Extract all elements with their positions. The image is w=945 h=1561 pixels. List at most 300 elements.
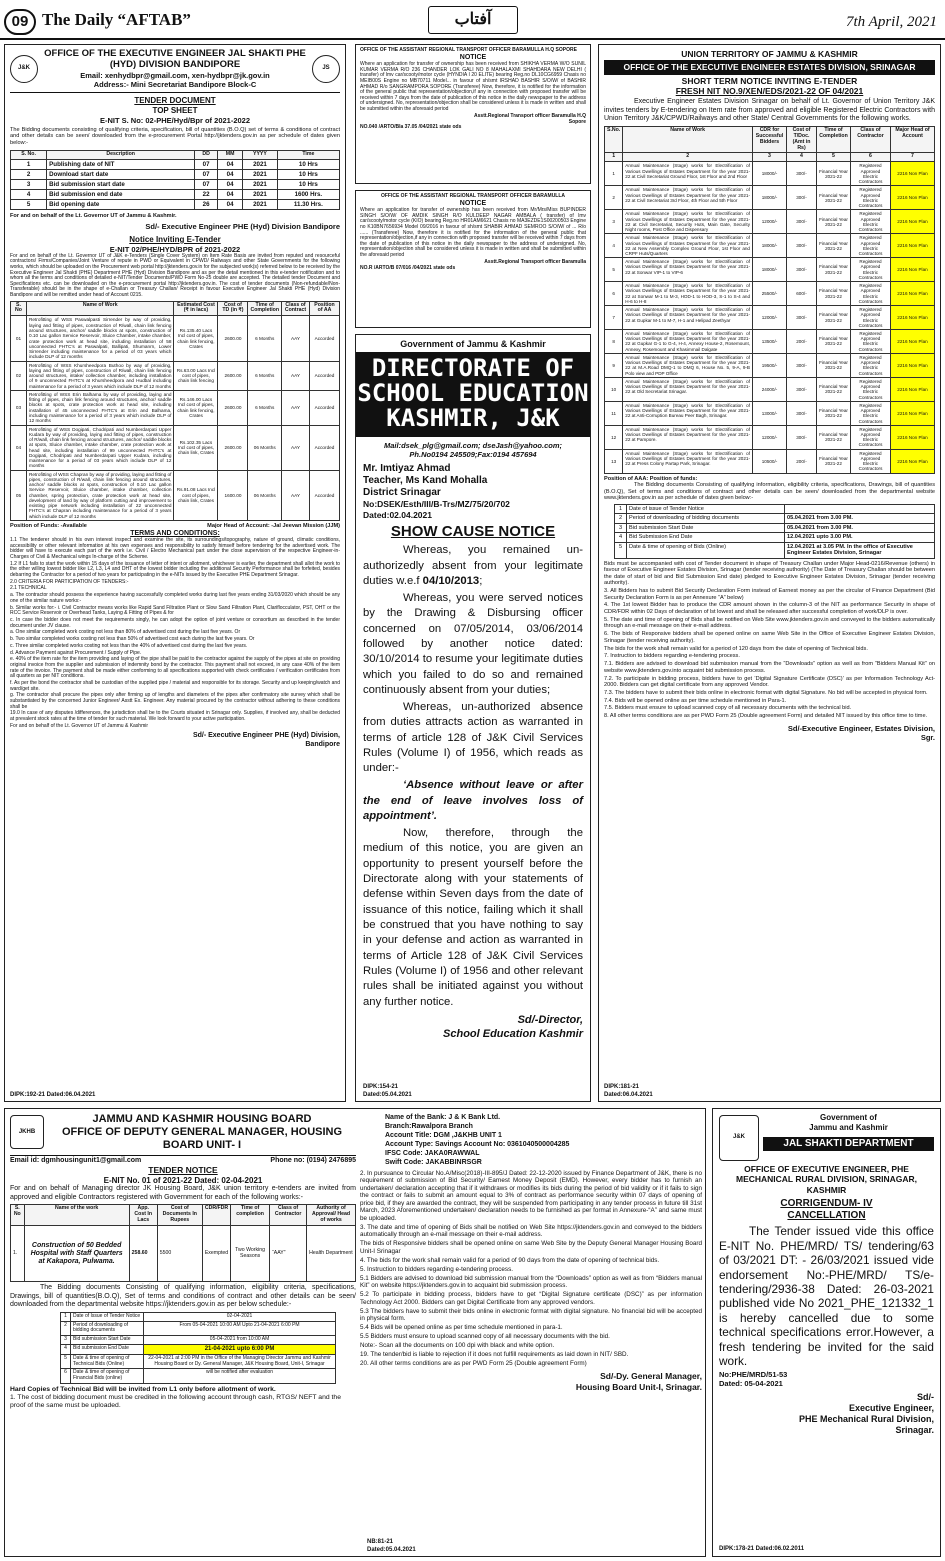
table-cell: 05 bbox=[11, 470, 27, 520]
table-cell: 04 bbox=[11, 425, 27, 470]
table-cell: Accorded bbox=[310, 361, 340, 390]
terms-list bbox=[360, 1170, 702, 1368]
table-cell: 300/- bbox=[787, 186, 817, 210]
arto-notice-title: NOTICE bbox=[459, 53, 487, 61]
on-behalf-text: For and on behalf of the Lt. Governor UT of Jammu & Kashmir. bbox=[10, 213, 177, 220]
table-cell: 4 bbox=[11, 189, 47, 199]
arto-office: OFFICE OF THE ASSISTANT REGIONAL TRANSPORT OFFICER BARAMULLA H.Q SOPORE bbox=[360, 47, 577, 53]
table-row bbox=[11, 159, 340, 169]
corrigendum-heading: CORRIGENDUM- IV bbox=[780, 1198, 873, 1210]
bank-details bbox=[385, 1113, 702, 1168]
table-cell: 05.04.2021 from 3.00 PM. bbox=[785, 514, 935, 523]
terms-heading: TERMS AND CONDITIONS: bbox=[130, 529, 220, 537]
table-cell: 3 bbox=[61, 1336, 71, 1345]
table-cell: 02 bbox=[11, 361, 27, 390]
corrigendum-body: The Tender issued vide this office E-NIT No. PHE/MRD/ TS/ tendering/63 of 03/2021 DT: - 26/03/2021 issued vide endorsement No:-PHE/MRD/ TS/e-tendering/2936-38 Dated: 26-03-2021 published vide No 2021_PHE_121332_1 is hereby cancelled due to some technical specifications error.However, a fresh tendering be invited for the said work. bbox=[719, 1224, 934, 1368]
table-row bbox=[605, 330, 935, 354]
list-item: 7.4. Bids will be opened online as per time schedule mentioned in Para-1. bbox=[604, 697, 787, 704]
table-cell: Registered Approved Electric Contractors bbox=[851, 425, 891, 449]
hard-copy-note: Hard Copies of Technical Bid will be invited from L1 only before allotment of work. bbox=[10, 1385, 276, 1393]
table-cell: 1 bbox=[605, 162, 623, 186]
table-cell: 6 Months bbox=[248, 361, 282, 390]
table-cell: 10 Hrs bbox=[277, 159, 339, 169]
table-cell: Download start date bbox=[47, 169, 195, 179]
table-cell: Retrofitting of WSS Chapran by way of providing, laying and fitting of pipes, construction of R/wall, chain link fencing around structures, anchor/ saddle blocks at spots, construction of 0.10 Lac gallon Service Reservoir, Sluice chamber, intake chamber, collection chamber, spring protection, crate protection work at head site, development of land by way of platform cutting and improvement to existing pipe network including installation of 22 unconnected FHTC's at Chapran including maintenance for a period of 3 years which include DLP of 12 months bbox=[27, 470, 174, 520]
table-cell: 5 bbox=[605, 258, 623, 282]
table-cell: Registered Approved Electric Contractors bbox=[851, 162, 891, 186]
table-cell: 10 Hrs bbox=[277, 169, 339, 179]
major-head-cell: 2216 Non Plan bbox=[891, 282, 935, 306]
table-cell: 300/- bbox=[787, 234, 817, 258]
table-cell: Annual Maintenance (Stage) works for Electrification of Various Dwellings of Estates Department for the year 2021-22 at New Assembly Complex Ground Floor, 1st Floor and CRPF Huts/Quarters bbox=[623, 234, 753, 258]
table-cell: Financial Year 2021-22 bbox=[817, 282, 851, 306]
banner-line-3: KASHMIR, J&K bbox=[386, 404, 560, 433]
list-item: 5.1 Bidders are advised to download bid submission manual from the “Downloads” option as well as from “Bidders manual Kit” on website https://jktenders.gov.in to acquaint bid submission process. bbox=[360, 1274, 702, 1290]
table-cell: 2021 bbox=[243, 189, 278, 199]
cost-note: 1. The cost of bidding document must be credited in the following account through cash, RTGS/ NEFT and the proof of the same must be uploaded. bbox=[10, 1394, 341, 1410]
letter-date: Dated:02.04.2021 bbox=[363, 509, 432, 520]
phone: Phone no: (0194) 2476895 bbox=[270, 1156, 356, 1164]
office-address: Address:- Mini Secretariat Bandipore Block-C bbox=[93, 79, 257, 89]
bidding-text: The Bidding documents Consisting of qualifying information, eligibility criteria, specifications, Drawings, bill of quantities(B.O.Q), Set of terms and conditions of contract and other details can be seen/ downloaded from the departmental website https://jktenders.gov.in as per below schedule:- bbox=[10, 1284, 356, 1309]
header-rule bbox=[0, 38, 945, 40]
office-name: OFFICE OF EXECUTIVE ENGINEER, PHE MECHANICAL RURAL DIVISION, SRINAGAR, KASHMIR bbox=[735, 1164, 918, 1195]
newspaper-name: The Daily “AFTAB” bbox=[42, 10, 191, 29]
table-cell: 11.30 Hrs. bbox=[277, 200, 339, 210]
board-name: JAMMU AND KASHMIR HOUSING BOARD bbox=[92, 1113, 312, 1125]
table-row bbox=[605, 186, 935, 210]
table-cell: Date of issue of Tender Notice bbox=[627, 505, 785, 514]
table-cell: 18000/- bbox=[753, 186, 787, 210]
table-row bbox=[11, 425, 340, 470]
office-email: Email: xenhydbpr@gmail.com, xen-hydbpr@jk.gov.in bbox=[80, 70, 270, 80]
dates-table bbox=[10, 150, 340, 211]
notice-title: Notice Inviting E-Tender bbox=[129, 234, 221, 244]
table-row bbox=[615, 523, 935, 532]
estates-schedule-table bbox=[614, 504, 935, 559]
enit-number: E-NIT S. No: 02-PHE/Hyd/Bpr of 2021-2022 bbox=[99, 115, 251, 125]
table-cell: 1600.00 bbox=[218, 470, 248, 520]
list-item: a. One similar completed work costing not less than 80% of advertised cost during the last five years. Or bbox=[10, 629, 241, 636]
col-dd: DD bbox=[195, 150, 218, 159]
table-cell: 300/- bbox=[787, 353, 817, 377]
table-cell: 24000/- bbox=[753, 377, 787, 401]
table-row bbox=[61, 1336, 336, 1345]
email: Email id: dgmhousingunit1@gmail.com bbox=[10, 1156, 142, 1164]
list-item: 2. In pursuance to Circular No.A/Misc(2018)-III-895/J Dated: 22-12-2020 issued by Finance Department of J&K, there is no requirement of submission of Bid Security/ Earnest Money Deposit (EMD). However, every bidder has to furnish an undertaken/ declaration accepting that if it withdraws or modifies its bids during the period of bid validity or if it fails to sign the contract or fails to submit an amount equal to 3% of contract as performance security within 07 days of opening of price bid, if they are awarded the contract, they will be suspended from participating in any tender process in future till 31st March, 2023 Aforementioned undertaken/ declaration needs to be furnished as per format in Annexure-“A” and same must be uploaded. bbox=[360, 1169, 702, 1222]
list-item: b. Two similar completed works costing not less than 50% of advertised cost each during the last five years. Or bbox=[10, 636, 255, 643]
col-time: Time of completion bbox=[231, 1205, 270, 1226]
major-head: Major Head of Account: -Jal Jeevan Mission (JJM) bbox=[207, 523, 340, 530]
arto-sopore-notice bbox=[355, 44, 591, 184]
table-cell: 1 bbox=[615, 505, 627, 514]
list-item: 4. The bids for the work shall remain valid for a period of 90 days from the date of opening of technical bids. bbox=[360, 1256, 660, 1264]
table-row bbox=[11, 179, 340, 189]
table-cell: Financial Year 2021-22 bbox=[817, 330, 851, 354]
housing-board-logo-icon: JKHB bbox=[10, 1115, 44, 1149]
list-item: 7.1. Bidders are advised to download bid submission manual from the “Downloads” option as well as from “Bidders Manual Kit” on website www.jktenders.gov.into acquaint bid submission process. bbox=[604, 661, 935, 674]
ref-number: No:PHE/MRD/51-53 bbox=[719, 1369, 788, 1379]
table-cell: Registered Approved Electric Contractors bbox=[851, 377, 891, 401]
col-class: Class of Contractor bbox=[270, 1205, 307, 1226]
list-item: c. Three similar completed works costing not less than the 40% of advertised cost during the last five years. bbox=[10, 642, 248, 649]
table-cell: Annual Maintenance (Stage) works for Electrification of Various Dwellings of Estates Department for the year 2021-22 at Anti-Corruption Bureau Peer Bagh, Srinagar. bbox=[623, 401, 753, 425]
list-item: b. Similar works for:- i. Civil Contractor means works like Rapid Sand Filtration Plant or Slow Sand Filtration Plant, Clariflocculator, PST, OHT or the RCC Service Reservoir or Overhead Tanks, Laying & Fitting of Pipes & for bbox=[10, 604, 340, 617]
banner-line-2: SCHOOL EDUCATION bbox=[357, 379, 589, 408]
list-item: d. Advance Payment against Procurement / Supply of Pipe. bbox=[10, 649, 142, 656]
table-row bbox=[615, 542, 935, 558]
list-item: Account Type: Savings Account No: 0361040500004285 bbox=[385, 1141, 570, 1149]
table-cell: 200/- bbox=[787, 449, 817, 473]
table-row bbox=[615, 505, 935, 514]
table-row bbox=[605, 401, 935, 425]
para-quote: ‘Absence without leave or after the end of leave involves loss of appointment’. bbox=[363, 779, 583, 822]
table-cell: 21-04-2021 upto 6:00 PM bbox=[144, 1344, 336, 1354]
table-cell: AAY bbox=[282, 390, 310, 425]
table-cell: 6 Months bbox=[248, 390, 282, 425]
table-cell: 07 bbox=[195, 179, 218, 189]
table-cell: 1 bbox=[11, 159, 47, 169]
intro-text: The Bidding documents consisting of qualifying criteria, specification, bill of quantities (B.O.Q) set of terms & conditions of contract and other details can be seen/ downloaded from the e-procurement Portal http://jktenders.gov.in as per schedule of dates given below:- bbox=[10, 126, 340, 146]
list-item: Account Title: DGM ,J&KHB UNIT 1 bbox=[385, 1132, 502, 1140]
table-cell: 18000/- bbox=[753, 162, 787, 186]
para-1: Whereas, you remained un-authorizedly absent from your legitimate duties w.e.f 04/10/2013; bbox=[363, 544, 583, 588]
table-cell: Annual Maintenance (Stage) works for Electrification of Various Dwellings of Estates Department for the year 2021-22 at Civil Secretariat, Security Huts, Main Gate, Security Night rooms, Post Office and Dispensary bbox=[623, 210, 753, 234]
table-cell: Annual Maintenance (Stage) works for Electrification of Various Dwellings of Estates Department for the year 2021-22 at Gupkar G-1 to G-4, H-4, Annexy House-2, Rosemount, Annexy, Rosemount and Khasimmail Dalgate bbox=[623, 330, 753, 354]
table-row bbox=[605, 258, 935, 282]
office-name: OFFICE OF THE EXECUTIVE ENGINEER JAL SHAKTI PHE (HYD) DIVISION BANDIPORE bbox=[44, 48, 306, 70]
table-cell: Financial Year 2021-22 bbox=[817, 258, 851, 282]
table-row bbox=[605, 282, 935, 306]
director-office: School Education Kashmir bbox=[443, 1027, 583, 1040]
para-2: Whereas, you were served notices by the Drawing & Disbursing officer concerned on 07/05/2014, 03/06/2014 followed by another notice dated: 30/10/2014 to resume your legitimate duties which you failed to do so and remained continuously absent from your duties; bbox=[363, 591, 583, 697]
table-cell: Bid Submission End Date bbox=[627, 533, 785, 542]
list-item: 5.5 Bidders must ensure to upload scanned copy of all necessary documents with the bid. bbox=[360, 1333, 610, 1341]
table-cell: 4 bbox=[605, 234, 623, 258]
major-head-cell: 2216 Non Plan bbox=[891, 330, 935, 354]
major-head-cell: 2216 Non Plan bbox=[891, 258, 935, 282]
estates-sign: Sd/-Executive Engineer, Estates Division, Sgr. bbox=[787, 723, 935, 742]
table-cell: Rs.91.08 Lacs Incl cost of pipes, chain link, Crates bbox=[174, 470, 218, 520]
table-cell: 13000/- bbox=[753, 401, 787, 425]
contact-mail: Mail:dsek_plg@gmail.com; dseJash@yahoo.com; bbox=[383, 440, 562, 450]
list-item: Note:- Scan all the documents on 100 dpi with black and white option. bbox=[360, 1341, 555, 1349]
table-row bbox=[605, 425, 935, 449]
table-cell: 04 bbox=[218, 159, 243, 169]
table-cell: 03 bbox=[11, 390, 27, 425]
ee-sign: Executive Engineer, bbox=[848, 1403, 934, 1414]
list-item: 7. Instruction to bidders regarding e-tendering process. bbox=[604, 653, 740, 660]
table-row bbox=[615, 533, 935, 542]
list-item: For and on behalf of the Lt. Governor UT of Jammu & Kashmir bbox=[10, 722, 149, 729]
list-item: 5. Instruction to bidders regarding e-tendering process. bbox=[360, 1265, 513, 1273]
table-cell: Period of downloading of bidding documents bbox=[71, 1321, 144, 1336]
list-item: 19. The tender/bid is liable to rejection if it does not fulfill requirements as laid down in NIT/ SBD. bbox=[360, 1350, 629, 1358]
table-cell: AAY bbox=[282, 425, 310, 470]
column-number: 7 bbox=[891, 153, 935, 162]
jk-emblem-icon: J&K bbox=[10, 55, 38, 83]
table-cell: 07 bbox=[195, 159, 218, 169]
phe-mechanical-corrigendum bbox=[712, 1108, 941, 1557]
table-cell: 13500/- bbox=[753, 330, 787, 354]
table-row bbox=[605, 306, 935, 330]
table-cell: AAY bbox=[282, 470, 310, 520]
table-cell: 18000/- bbox=[753, 258, 787, 282]
major-head-cell: 2216 Non Plan bbox=[891, 234, 935, 258]
cancellation-heading: CANCELLATION bbox=[787, 1210, 866, 1222]
table-cell: 04 bbox=[218, 179, 243, 189]
col-time: Time of Completion bbox=[817, 126, 851, 153]
page-header bbox=[0, 0, 945, 40]
table-cell: Registered Approved Electric Contractors bbox=[851, 282, 891, 306]
table-cell: Registered Approved Electric Contractors bbox=[851, 210, 891, 234]
list-item: c. In case the bidder does not meet the requirements singly, he can adopt the option of joint venture or consortium as described in the tender document under JV clause. bbox=[10, 616, 340, 629]
arto-ref: NO.R /ARTO/B 07/016 /04/2021 state ods bbox=[360, 264, 456, 271]
works-table bbox=[10, 301, 340, 522]
major-head-cell: 2216 Non Plan bbox=[891, 449, 935, 473]
ref-date: Dated: 05-04-2021 bbox=[719, 1379, 783, 1388]
major-head-cell: 2216 Non Plan bbox=[891, 377, 935, 401]
table-cell: 2600.00 bbox=[218, 316, 248, 361]
table-cell: 1600 Hrs. bbox=[277, 189, 339, 199]
intro-text: For and on behalf of Managing director JK Housing Board, J&K union territory e-tenders are invited from approved and eligible Contractors registered with Government for each of the following works:- bbox=[10, 1185, 356, 1201]
table-cell: 600/- bbox=[787, 282, 817, 306]
housing-schedule-table bbox=[60, 1312, 336, 1384]
arto-baramulla-notice bbox=[355, 190, 591, 328]
table-cell: will be notified after evaluation bbox=[144, 1369, 336, 1384]
table-cell: 10 Hrs bbox=[277, 179, 339, 189]
table-cell: Date & time of opening of Financial Bids (online) bbox=[71, 1369, 144, 1384]
table-cell: Retrofitting of WSS Erin Balhama by way of providing, laying and fitting of pipes, chain link fencing around structures, anchor/ saddle blocks at spots, crate protection work at head site, including installation of 45 unconnected FHTC's at Erin and Balhama, including maintenance for a period of 3 years which include DLP of 12 months bbox=[27, 390, 174, 425]
table-row bbox=[61, 1344, 336, 1354]
table-cell: Rs.102.35 Lacs Incl cost of pipes, chain link, Crates bbox=[174, 425, 218, 470]
para-3: Whereas, un-authorized absence from duties attracts action as warranted in terms of article 128 of J&K Civil Services Rules (Volume I) of 1956, which reads as under:- bbox=[363, 700, 583, 775]
list-item: g. The contractor shall procure the pipes only after firming up of lengths and diameters of the pipes after confirmatory site survey which shall be substantiated by the concerned Junior Engineer/ Asstt Ex. Engineer. Any material procured by the contractor without adhering to these conditions shall be bbox=[10, 692, 340, 710]
major-head-cell: 2216 Non Plan bbox=[891, 306, 935, 330]
table-cell: 300/- bbox=[787, 377, 817, 401]
col-yyyy: YYYY bbox=[243, 150, 278, 159]
housing-board-tender bbox=[4, 1108, 706, 1557]
column-number: 2 bbox=[623, 153, 753, 162]
table-cell: 4 bbox=[61, 1344, 71, 1354]
dipk-number: DIPK:154-21 bbox=[363, 1083, 399, 1090]
table-cell: Accorded bbox=[310, 470, 340, 520]
table-cell: Registered Approved Electric Contractors bbox=[851, 353, 891, 377]
table-cell: Annual Maintenance (Stage) works for Electrification of Various Dwellings of Estates Department for the year 2021-22 at M.A.Road DMQ-1 to DMQ 6, House No. 5, 9-A, 9-B Polo view and PDP Office bbox=[623, 353, 753, 377]
director-sign: Sd/-Director, bbox=[517, 1014, 583, 1027]
table-cell: 2021 bbox=[243, 159, 278, 169]
table-cell: 12.04.2021 at 3.05 PM. In the office of Executive Engineer Estates Division, Srinagar bbox=[785, 542, 935, 558]
list-item: 2.1 TECHNICAL bbox=[10, 585, 47, 592]
arto-sign: Asstt.Regional Transport officer Baramulla H.Q Sopore bbox=[474, 112, 586, 125]
table-cell: 22-04-2021 at 2:00 PM in the Office of the Managing Director Jammu and Kashmir Housing Board or Dy. General Manager, J&K Housing Board, Unit-I, Srinagar bbox=[144, 1354, 336, 1369]
table-cell: Annual Maintenance (Stage) works for Electrification of Various Dwellings of Estates Department for the year 2021-22 at Old Secretariat Srinagar. bbox=[623, 377, 753, 401]
table-cell: 25500/- bbox=[753, 282, 787, 306]
col-name: Name of Work bbox=[623, 126, 753, 153]
table-cell: Accorded bbox=[310, 316, 340, 361]
table-cell: 3 bbox=[605, 210, 623, 234]
table-cell: 8 bbox=[605, 330, 623, 354]
office-banner: OFFICE OF THE EXECUTIVE ENGINEER ESTATES DIVISION, SRINAGAR bbox=[604, 60, 935, 74]
position-aaa: Position of AAA: Position of funds: bbox=[604, 475, 698, 482]
bidding-text: The Bidding documents Consisting of qualifying information, eligibility criteria, specifications, Drawings, bill of quantities (B.O.Q), Set of terms and conditions of contract and other details can be seen/ downloaded from the departmental website www.jktenders.gov.in as per schedule of dates given below:- bbox=[604, 482, 935, 502]
table-cell: Bid opening date bbox=[47, 200, 195, 210]
table-cell: 12000/- bbox=[753, 306, 787, 330]
col-class: Class of Contract bbox=[282, 301, 310, 316]
col-cost: Cost of T/Doc. (Amt in Rs) bbox=[787, 126, 817, 153]
table-cell: 05.04.2021 from 3.00 PM. bbox=[785, 523, 935, 532]
table-row bbox=[11, 316, 340, 361]
school-education-notice bbox=[355, 334, 591, 1102]
list-item: 5. The date and time of opening of Bids shall be notified on Web Site www.jktenders.gov.in and conveyed to the bidders automatically through an e-mail message on their e-mail address. bbox=[604, 616, 935, 630]
dept-banner: JAL SHAKTI DEPARTMENT bbox=[763, 1137, 934, 1151]
table-cell: 300/- bbox=[787, 258, 817, 282]
table-cell: Registered Approved Electric Contractors bbox=[851, 449, 891, 473]
col-cost: App. Cost In Lacs bbox=[129, 1205, 157, 1226]
col-sno: S. No bbox=[11, 1205, 25, 1226]
banner-line-1: DIRECTORATE OF bbox=[371, 353, 575, 382]
col-aa: Position of AA bbox=[310, 301, 340, 316]
column-number: 1 bbox=[605, 153, 623, 162]
col-cdr: CDR/FDR bbox=[202, 1205, 230, 1226]
addressee-post: Teacher, Ms Kand Mohalla bbox=[363, 475, 488, 486]
table-row bbox=[11, 189, 340, 199]
table-cell: 300/- bbox=[787, 210, 817, 234]
table-cell: Date & time of opening of Technical Bids (Online) bbox=[71, 1354, 144, 1369]
position-of-funds: Position of Funds: -Available bbox=[10, 523, 87, 530]
table-cell: 2021 bbox=[243, 169, 278, 179]
table-row bbox=[61, 1354, 336, 1369]
table-row bbox=[605, 353, 935, 377]
sd-mark: Sd/- bbox=[917, 1392, 934, 1403]
short-term-heading: SHORT TERM NOTICE INVITING E-TENDER bbox=[681, 75, 858, 86]
letter-number: No:DSEK/Esth/III/B-Trs/MZ/75/20/702 bbox=[363, 499, 510, 510]
list-item: 3. All Bidders has to submit Bid Security Declaration Form instead of Earnest money as per the circular of Finance Department (Bid Security Declaration Form is as per Annexure “A” below) bbox=[604, 588, 935, 601]
show-cause-heading: SHOW CAUSE NOTICE bbox=[390, 523, 556, 541]
table-cell: Annual Maintenance (Stage) works for Electrification of Various Dwellings of Estates Department for the year 2021-22 at Press Colony Partap Park, Srinagar. bbox=[623, 449, 753, 473]
table-cell: 11 bbox=[605, 401, 623, 425]
housing-works-table bbox=[10, 1204, 356, 1282]
table-cell: 7 bbox=[605, 306, 623, 330]
table-cell: Annual Maintenance (Stage) works for Electrification of Various Dwellings of Estates Department for the year 2021-22 at Sonwar M-1 to M-3, HOD-1 to HOD-3, S-1 to S-4 and H-6 to H-8 bbox=[623, 282, 753, 306]
table-cell: Rs.63.00 Lacs Incl cost of pipes, chain link fencing bbox=[174, 361, 218, 390]
table-cell: 6 Months bbox=[248, 316, 282, 361]
table-cell: 18000/- bbox=[753, 234, 787, 258]
arto-body: Where an application for transfer of ownership has been received from SHIKHA VERMA W/O SUNIL KUMAR VERMA R/O 236 CHANDER LOK GALI NO 8 MAHALAXMI SHAHDARA NEW DELHI ( transfer) of lmv car/scooty/motor cycle (HYNDIA I 20 ELITE) bearing Reg.no DL10CG6959 Chasis no MEIB00S Engine no MB70711 Model... in favour of sh/smt IRSHAD BASHIR S/O/W/ of BASHIR AHMAD R/o SANGRAMPORA SOPORE (Transferee) Now, therefore, it is notified for the information of the general public that representation/objection,if any in connection with proposed transfer will be received within 7 days from the date of publication of this notice in the daily newspaper to the address of undersigned. No, representation/objection shall be considered unless it is made in written and shall be submitted within the aforesaid period bbox=[360, 61, 586, 112]
table-cell: 10 bbox=[605, 377, 623, 401]
list-item: 6. The bids of Responsive bidders shall be opened online on same Web Site in the Office of Executive Engineer Estates Division, Srinagar (tender receiving authority). bbox=[604, 631, 935, 644]
table-cell: Rs.135.40 Lacs Incl cost of pipes, chain link fencing, Crates bbox=[174, 316, 218, 361]
masthead-logo: آفتاب bbox=[428, 6, 518, 34]
nb-date: Dated:05.04.2021 bbox=[367, 1546, 416, 1553]
column-number: 5 bbox=[817, 153, 851, 162]
table-cell: Financial Year 2021-22 bbox=[817, 425, 851, 449]
ee-division: PHE Mechanical Rural Division, bbox=[798, 1414, 934, 1425]
signature-top: Sd/- Executive Engineer PHE (Hyd) Division Bandipore bbox=[145, 221, 340, 231]
table-cell: 1 bbox=[61, 1312, 71, 1321]
dgm-sign: Sd/-Dy. General Manager, bbox=[600, 1371, 702, 1382]
column-number: 6 bbox=[851, 153, 891, 162]
col-sno: S. No. bbox=[11, 150, 47, 159]
table-row bbox=[605, 210, 935, 234]
table-cell: Annual Maintenance (Stage) works for Electrification of Various Dwellings of Estates Department for the year 2021-22 at Pampore. bbox=[623, 425, 753, 449]
list-item: 8. All other terms conditions are as per PWD Form 25 (Double agreement Form) and detailed NIT issued by this office time to time. bbox=[604, 713, 928, 720]
table-cell: 6 bbox=[61, 1369, 71, 1384]
table-cell: Date of Issue of Tender Notice bbox=[71, 1312, 144, 1321]
list-item: 5.2 To participate in bidding process, bidders have to get “Digital Signature certificate (DSC)” as per information Technology Act 2000. Bidders can get Digital Certificate from any approved vendors. bbox=[360, 1291, 702, 1306]
table-cell: Registered Approved Electric Contractors bbox=[851, 401, 891, 425]
col-time: Time bbox=[277, 150, 339, 159]
table-row bbox=[61, 1312, 336, 1321]
table-cell: 2600.00 bbox=[218, 361, 248, 390]
arto-ref: NO.040 /ARTO/Bla 37.05 /04/2021 state ods bbox=[360, 124, 462, 131]
table-cell: Publishing date of NIT bbox=[47, 159, 195, 169]
list-item: 1.2 If L1 fails to start the work within 15 days of the issuance of letter of intent or allotment, whichever is earlier, the department shall allot the work to the other willing lowest bidder like L2, L3, L4 and DHT of the lowest bidder including the additional Security Performance shall be forfeited, besides debarring the Contractor for a period of two years for participating in the e-NITs issued by the Executive PHE Department Srinagar. bbox=[10, 560, 340, 578]
list-item: 7.2. To participate in bidding process, bidders have to get ‘Digital Signature Certificate (DSC)’ as per Information Technology Act-2000. Bidders can get digital certificate from any approved Vendor. bbox=[604, 675, 935, 689]
col-doc: Cost of Documents In Rupees bbox=[157, 1205, 202, 1226]
estates-works-table bbox=[604, 126, 935, 474]
list-item: 19.0 In case of any disputes /differences, the jurisdiction shall be to the Courts situated in Srinagar only. Supplies, if involved any, shall be deducted at prevalent stock rates at the time of tender for such material. We look forward to your active participation. bbox=[10, 710, 340, 722]
col-mm: MM bbox=[218, 150, 243, 159]
table-cell bbox=[785, 505, 935, 514]
list-item: Swift Code: JAKABBINRSGR bbox=[385, 1159, 482, 1167]
list-item: 5.4 Bids will be opened online as per time schedule mentioned in para-1. bbox=[360, 1324, 563, 1332]
table-cell: 3 bbox=[615, 523, 627, 532]
table-cell: Bid submission end date bbox=[47, 189, 195, 199]
table-cell: 04 bbox=[218, 169, 243, 179]
table-cell: From 05-04-2021 10:00 AM Upto 21-04-2021 6:00 PM bbox=[144, 1321, 336, 1336]
table-cell: Registered Approved Electric Contractors bbox=[851, 186, 891, 210]
column-number: 4 bbox=[787, 153, 817, 162]
table-cell: 12.04.2021 upto 3.00 PM. bbox=[785, 533, 935, 542]
table-cell: 10500/- bbox=[753, 449, 787, 473]
table-cell: 2 bbox=[61, 1321, 71, 1336]
notice-enit: E-NIT 02/PHE/HYD/BPR of 2021-2022 bbox=[109, 244, 241, 254]
col-estimate: Estimated Cost (₹ in lacs) bbox=[174, 301, 218, 316]
list-item: 2.0 CRITERIA FOR PARTICIPATION OF TENDERS:- bbox=[10, 578, 129, 585]
table-row bbox=[605, 162, 935, 186]
tender-document-heading: TENDER DOCUMENT bbox=[134, 96, 216, 106]
table-cell: Annual Maintenance (Stage) works for Electrification of Various Dwellings of Estates Department for the year 2021-22 at Sonwar VIP-1 to VIP-6 bbox=[623, 258, 753, 282]
table-cell: 04 bbox=[218, 200, 243, 210]
para-4: Now, therefore, through the medium of this notice, you are given an opportunity to present yourself before the Directorate along with your statements of defense within Seven days from the date of issuance of this notice, failing which it shall be construed that you have nothing to say in your defense and action as warranted in terms of Article 128 of J&K Civil Services Rules (Volume I) of 1956 and other relevant rules shall be initiated against you without any further notice. bbox=[363, 826, 583, 1008]
table-cell: 2 bbox=[605, 186, 623, 210]
dipk-date: Dated:05.04.2021 bbox=[363, 1091, 412, 1098]
major-head-cell: 2216 Non Plan bbox=[891, 425, 935, 449]
signature-bottom: Sd/- Executive Engineer PHE (Hyd) Division, Bandipore bbox=[192, 732, 340, 748]
table-row bbox=[615, 514, 935, 523]
table-cell: 2021 bbox=[243, 179, 278, 189]
list-item: Name of the Bank: J & K Bank Ltd. bbox=[385, 1114, 501, 1121]
arto-body: Where an application for transfer of ownership has been received from Mr/Mrs/Miss BUPINDER SINGH S/O/W/ OF AMDIK SINGH R/O KULDEEP NAGAR AMBALA ( transfer) of lmv car/scooty/motor cycle (KIO) bearing Reg.no HR01AM6621 Chasis no MA3EZDE1S00200503 Engine no K10BN7656934 Model 09/2016 in favour of sh/smt SHABIR AHMAD SEMROO S/O/W/ of ... R/o ...... (Transferee) Now, therefore it is notified for the information of the general public that representation/objection,if any in connection with proposed transfer will be received within 7 days from the date of publication of this notice in the daily newspaper to the address of undersigned. No, representation/objection shall be considered unless it is made in written and shall be submitted within the aforesaid period bbox=[360, 207, 586, 258]
directorate-banner bbox=[356, 352, 590, 437]
issue-date: 7th April, 2021 bbox=[846, 14, 937, 30]
phe-bandipore-tender bbox=[4, 44, 346, 1102]
table-cell: 2 bbox=[615, 514, 627, 523]
table-cell: Registered Approved Electric Contractors bbox=[851, 306, 891, 330]
nb-number: NB:81-21 bbox=[367, 1538, 394, 1545]
col-time: Time of Completion bbox=[248, 301, 282, 316]
table-row bbox=[11, 169, 340, 179]
dipk-number: DIPK:192-21 Dated:06.04.2021 bbox=[10, 1091, 96, 1098]
arto-sign: Asstt.Regional Transport officer Baramulla bbox=[484, 258, 586, 265]
ee-city: Srinagar. bbox=[895, 1425, 934, 1436]
dgm-office: Housing Board Unit-I, Srinagar. bbox=[575, 1381, 702, 1392]
table-cell: Bid submission Start Date bbox=[71, 1336, 144, 1345]
table-cell: 12000/- bbox=[753, 425, 787, 449]
terms-list bbox=[10, 538, 340, 729]
govt-heading: Government of Jammu & Kashmir bbox=[400, 339, 546, 349]
